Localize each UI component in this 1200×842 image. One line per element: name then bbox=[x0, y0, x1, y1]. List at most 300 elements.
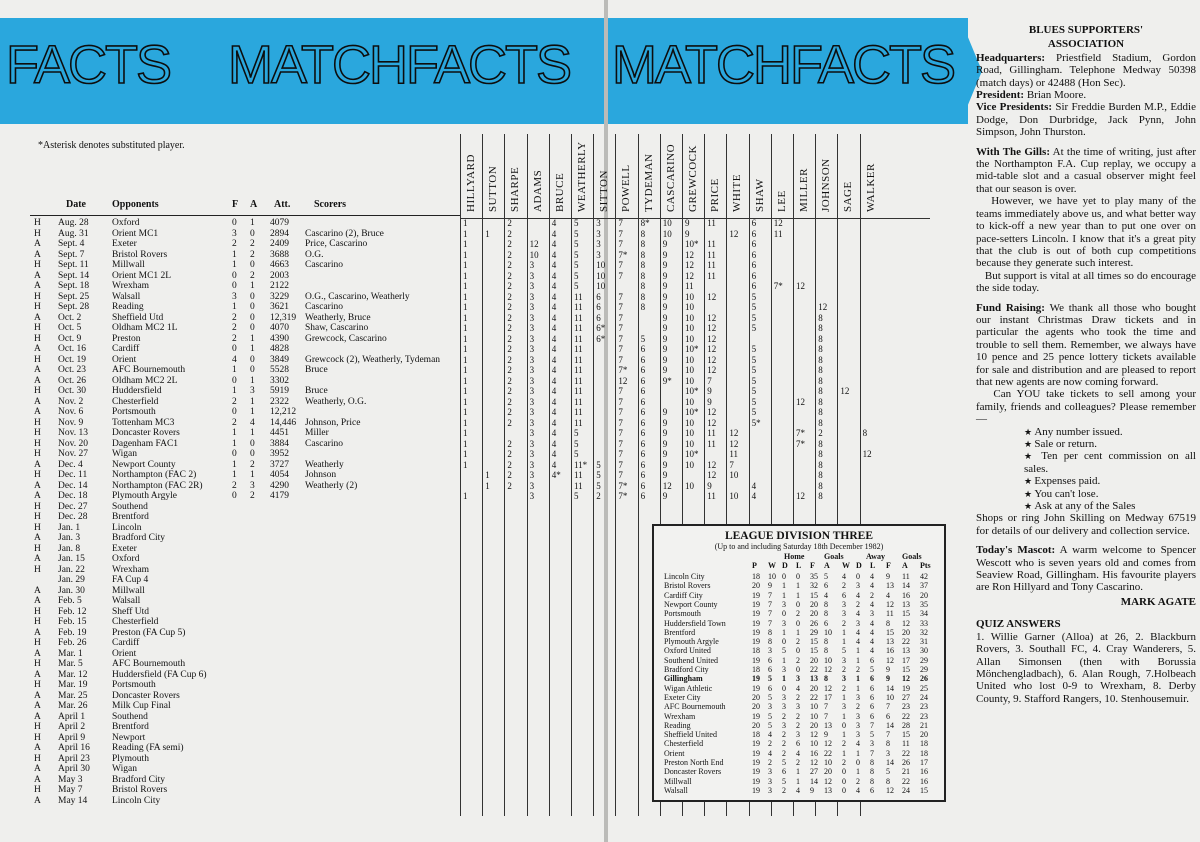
league-stat: 0 bbox=[796, 572, 800, 581]
appearance-cell: 3 bbox=[529, 396, 535, 407]
fixture-f: 1 bbox=[232, 302, 237, 312]
fixture-opp: Brentford bbox=[112, 722, 149, 732]
fixture-att: 5919 bbox=[270, 386, 289, 396]
league-stat: 37 bbox=[920, 581, 928, 591]
league-stat: 10 bbox=[810, 702, 818, 712]
fixture-att: 4079 bbox=[270, 218, 289, 228]
appearance-cell: 12 bbox=[840, 386, 850, 396]
appearance-cell: 3 bbox=[529, 428, 535, 438]
fixture-f: 4 bbox=[232, 354, 237, 365]
league-stat: 8 bbox=[870, 767, 874, 777]
appearance-cell: 7 bbox=[618, 428, 623, 438]
appearance-cell: 10 bbox=[529, 249, 539, 260]
appearance-cell: 7 bbox=[618, 228, 623, 239]
league-stat: 5 bbox=[886, 767, 890, 777]
appearance-cell: 7* bbox=[773, 281, 783, 291]
fixture-row bbox=[30, 638, 460, 648]
appearance-cell: 7* bbox=[618, 491, 628, 501]
league-stat: 3 bbox=[782, 720, 786, 730]
league-stat: 22 bbox=[902, 637, 910, 647]
fixture-att: 2122 bbox=[270, 281, 289, 291]
fixture-opp: FA Cup 4 bbox=[112, 575, 149, 585]
league-stat: 3 bbox=[842, 599, 846, 609]
fixture-ha: H bbox=[34, 470, 41, 480]
fixture-row bbox=[30, 302, 460, 312]
appearance-cell: 3 bbox=[529, 365, 535, 375]
league-stat: 10 bbox=[824, 627, 832, 637]
appearance-cell: 11 bbox=[707, 218, 716, 228]
fixture-a: 3 bbox=[250, 480, 255, 491]
league-stat: 2 bbox=[796, 692, 800, 702]
fixture-date: Mar. 12 bbox=[58, 669, 88, 680]
appearance-cell: 10 bbox=[685, 312, 694, 323]
appearance-cell: 3 bbox=[529, 449, 535, 459]
league-stat: 1 bbox=[796, 776, 800, 786]
tickets-list bbox=[976, 426, 1196, 513]
tickets-list-item: ★ Sale or return. bbox=[1024, 438, 1196, 450]
league-col-f: F bbox=[810, 561, 815, 570]
league-stat: 20 bbox=[810, 599, 818, 609]
league-stat: 19 bbox=[752, 739, 760, 749]
appearance-cell: 3 bbox=[596, 228, 601, 239]
appearance-cell: 9 bbox=[685, 218, 690, 228]
fixture-f: 1 bbox=[232, 438, 237, 449]
appearance-cell: 2 bbox=[507, 249, 512, 260]
fr-label: Fund Raising: bbox=[976, 301, 1045, 314]
fixture-sc: Cascarino bbox=[305, 302, 343, 312]
league-stat: 2 bbox=[856, 599, 860, 609]
appearance-cell: 6* bbox=[596, 323, 606, 333]
league-stat: 2 bbox=[796, 720, 800, 730]
fixture-f: 2 bbox=[232, 480, 237, 491]
fixture-opp: Wrexham bbox=[112, 564, 150, 575]
league-stat: 29 bbox=[920, 665, 928, 674]
league-stat: 3 bbox=[796, 702, 800, 712]
appearance-cell: 10 bbox=[685, 302, 694, 312]
fixture-opp: Millwall bbox=[112, 260, 145, 270]
appearance-cell: 12 bbox=[862, 449, 872, 459]
player-name: POWELL bbox=[620, 164, 633, 212]
league-stat: 4 bbox=[768, 748, 772, 758]
league-stat: 3 bbox=[842, 702, 846, 712]
league-stat: 6 bbox=[886, 711, 890, 721]
appearance-cell: 12 bbox=[707, 344, 717, 354]
appearance-cell: 1 bbox=[463, 260, 468, 270]
fixture-row bbox=[30, 680, 460, 690]
appearance-cell: 4* bbox=[551, 470, 561, 480]
appearance-cell: 10 bbox=[685, 375, 694, 386]
fixture-sc: O.G. bbox=[305, 249, 324, 260]
appearance-cell: 3 bbox=[529, 417, 535, 428]
appearance-cell: 5 bbox=[574, 270, 579, 281]
fixture-att: 3621 bbox=[270, 302, 289, 312]
appearance-cell: 9 bbox=[662, 365, 668, 375]
league-stat: 8 bbox=[886, 776, 890, 786]
fixture-ha: H bbox=[34, 218, 41, 228]
appearance-cell: 12 bbox=[707, 417, 717, 428]
appearance-cell: 12 bbox=[685, 270, 694, 281]
fixture-att: 3849 bbox=[270, 354, 289, 365]
fixture-row bbox=[30, 439, 460, 449]
header-scorers: Scorers bbox=[314, 199, 347, 210]
league-stat: 12 bbox=[902, 674, 910, 684]
league-stat: 18 bbox=[752, 730, 760, 740]
appearance-cell: 4 bbox=[751, 480, 757, 491]
fixture-f: 2 bbox=[232, 323, 237, 333]
league-stat: 12 bbox=[824, 776, 832, 786]
league-team: Bradford City bbox=[664, 665, 709, 674]
appearance-cell: 2 bbox=[818, 428, 823, 438]
fixture-opp: Wrexham bbox=[112, 281, 150, 291]
mascot-paragraph bbox=[976, 544, 1196, 594]
fixture-f: 0 bbox=[232, 344, 237, 354]
fixture-att: 2409 bbox=[270, 239, 289, 249]
league-stat: 3 bbox=[856, 581, 860, 591]
league-stat: 8 bbox=[870, 776, 874, 786]
headquarters-paragraph bbox=[976, 52, 1196, 139]
league-table bbox=[652, 524, 946, 802]
fixture-opp: Newport County bbox=[112, 459, 176, 470]
appearance-cell: 6 bbox=[640, 480, 646, 491]
appearance-cell: 6 bbox=[596, 291, 601, 302]
appearance-cell: 12 bbox=[818, 302, 828, 312]
appearance-cell: 11 bbox=[707, 239, 716, 249]
fixture-a: 1 bbox=[250, 218, 255, 228]
fixture-f: 2 bbox=[232, 417, 237, 428]
fixture-date: Oct. 26 bbox=[58, 375, 86, 386]
league-stat: 1 bbox=[856, 646, 860, 656]
fixture-f: 0 bbox=[232, 270, 237, 281]
appearance-cell: 12 bbox=[685, 249, 694, 260]
appearance-cell: 11 bbox=[574, 375, 583, 386]
appearance-cell: 5 bbox=[574, 249, 579, 260]
appearance-cell: 1 bbox=[463, 375, 468, 386]
fixture-sc: Cascarino bbox=[305, 438, 343, 449]
league-stat: 2 bbox=[782, 730, 786, 740]
league-stat: 32 bbox=[920, 627, 928, 637]
league-stat: 13 bbox=[886, 581, 894, 591]
appearance-cell: 9 bbox=[662, 344, 668, 354]
fixture-att: 4054 bbox=[270, 470, 289, 480]
appearance-cell: 7 bbox=[618, 344, 623, 354]
fixture-f: 0 bbox=[232, 375, 237, 386]
appearance-cell: 8 bbox=[818, 375, 823, 386]
appearance-cell: 3 bbox=[529, 375, 535, 386]
fixture-opp: Chesterfield bbox=[112, 617, 159, 627]
fixture-opp: Northampton (FAC 2) bbox=[112, 470, 197, 480]
appearance-cell: 3 bbox=[529, 333, 535, 344]
fixture-date: Nov. 27 bbox=[58, 449, 88, 459]
league-stat: 28 bbox=[902, 720, 910, 730]
league-group-away-goals: Goals bbox=[902, 552, 922, 561]
league-stat: 26 bbox=[810, 618, 818, 628]
appearance-cell: 10 bbox=[685, 323, 694, 333]
appearance-cell: 5 bbox=[640, 333, 646, 344]
fixture-row bbox=[30, 481, 460, 491]
appearance-cell: 3 bbox=[529, 459, 535, 470]
fixture-att: 2894 bbox=[270, 228, 289, 239]
fixture-opp: Orient bbox=[112, 354, 137, 365]
appearance-cell: 3 bbox=[529, 323, 535, 333]
fixture-f: 1 bbox=[232, 428, 237, 438]
appearance-cell: 4 bbox=[551, 302, 557, 312]
league-stat: 13 bbox=[902, 646, 910, 656]
appearance-cell: 7* bbox=[618, 249, 628, 260]
player-name: BRUCE bbox=[553, 172, 566, 212]
fixture-ha: A bbox=[34, 648, 41, 659]
league-stat: 2 bbox=[842, 683, 846, 693]
league-stat: 2 bbox=[856, 776, 860, 786]
fixture-date: Jan. 29 bbox=[58, 575, 85, 585]
fixture-row bbox=[30, 670, 460, 680]
fixture-opp: AFC Bournemouth bbox=[112, 365, 186, 375]
fixture-ha: H bbox=[34, 522, 41, 533]
fixture-row bbox=[30, 785, 460, 795]
fixture-opp: Tottenham MC3 bbox=[112, 417, 175, 428]
league-stat: 0 bbox=[796, 599, 800, 609]
league-stat: 16 bbox=[920, 776, 928, 786]
appearance-cell: 9 bbox=[685, 228, 690, 239]
appearance-cell: 7 bbox=[618, 386, 623, 396]
league-stat: 7 bbox=[824, 702, 828, 712]
appearance-cell: 2 bbox=[507, 407, 512, 417]
league-stat: 4 bbox=[856, 627, 860, 637]
appearance-cell: 7 bbox=[729, 459, 734, 470]
fixture-date: Dec. 18 bbox=[58, 491, 88, 501]
league-stat: 10 bbox=[768, 572, 776, 581]
appearance-cell: 8 bbox=[818, 333, 823, 344]
fixture-opp: Orient bbox=[112, 648, 137, 659]
fixture-ha: A bbox=[34, 375, 41, 386]
appearance-cell: 9 bbox=[707, 480, 712, 491]
league-team: Brentford bbox=[664, 627, 696, 637]
appearance-cell: 8 bbox=[640, 249, 646, 260]
fixture-ha: A bbox=[34, 344, 41, 354]
appearance-cell: 3 bbox=[529, 270, 535, 281]
league-stat: 15 bbox=[902, 609, 910, 619]
player-name: SAGE bbox=[842, 181, 855, 212]
appearance-cell: 10* bbox=[685, 239, 699, 249]
league-stat: 3 bbox=[842, 674, 846, 684]
fixture-row bbox=[30, 617, 460, 627]
appearance-cell: 10 bbox=[685, 438, 694, 449]
league-stat: 10 bbox=[886, 692, 894, 702]
appearance-cell: 4 bbox=[551, 365, 557, 375]
appearance-cell: 3 bbox=[529, 302, 535, 312]
fixture-row bbox=[30, 512, 460, 522]
hq-text: Priestfield Stadium, Gordon Road, Gillingham. Telephone Medway 50398 (match days) or 42488 (Hon Sec). bbox=[976, 51, 1196, 89]
appearance-cell: 11 bbox=[574, 386, 583, 396]
fixture-ha: A bbox=[34, 533, 41, 543]
fixture-opp: Reading bbox=[112, 302, 144, 312]
fixture-date: Sept. 11 bbox=[58, 260, 89, 270]
fixture-row bbox=[30, 365, 460, 375]
league-team: Newport County bbox=[664, 599, 718, 609]
fixture-opp: Wigan bbox=[112, 764, 137, 774]
league-stat: 8 bbox=[768, 637, 772, 647]
appearance-cell: 4 bbox=[551, 344, 557, 354]
fixture-a: 2 bbox=[250, 239, 255, 249]
fixture-f: 1 bbox=[232, 260, 237, 270]
fixture-sc: Bruce bbox=[305, 386, 328, 396]
fixture-row bbox=[30, 586, 460, 596]
appearance-cell: 2 bbox=[507, 291, 512, 302]
appearance-cell: 5 bbox=[574, 281, 579, 291]
league-stat: 15 bbox=[920, 785, 928, 795]
appearance-cell: 7 bbox=[618, 438, 623, 449]
appearance-cell: 3 bbox=[529, 386, 535, 396]
appearance-cell: 7 bbox=[707, 375, 712, 386]
fixture-row bbox=[30, 355, 460, 365]
appearance-cell: 2 bbox=[596, 491, 601, 501]
appearance-cell: 5 bbox=[596, 459, 601, 470]
league-stat: 19 bbox=[752, 609, 760, 619]
league-stat: 3 bbox=[856, 730, 860, 740]
fixture-ha: A bbox=[34, 711, 41, 722]
league-stat: 7 bbox=[768, 609, 772, 619]
appearance-cell: 6 bbox=[640, 396, 646, 407]
banner-matchfacts-1: MATCHFACTS bbox=[228, 35, 570, 95]
fixture-row bbox=[30, 533, 460, 543]
appearance-cell: 2 bbox=[507, 302, 512, 312]
fixture-a: 0 bbox=[250, 323, 255, 333]
fixture-opp: Reading (FA semi) bbox=[112, 743, 184, 753]
appearance-cell: 8 bbox=[818, 480, 823, 491]
appearance-cell: 6 bbox=[596, 312, 601, 323]
fixture-ha: H bbox=[34, 617, 41, 627]
appearance-cell: 2 bbox=[507, 449, 512, 459]
league-stat: 5 bbox=[782, 646, 786, 656]
appearance-cell: 2 bbox=[507, 333, 512, 344]
fixture-f: 0 bbox=[232, 407, 237, 417]
appearance-cell: 1 bbox=[463, 249, 468, 260]
appearance-cell: 6 bbox=[640, 365, 646, 375]
fixture-ha: A bbox=[34, 491, 41, 501]
appearance-cell: 1 bbox=[463, 218, 468, 228]
appearance-cell: 12 bbox=[796, 281, 805, 291]
fixture-opp: Newport bbox=[112, 732, 146, 743]
quiz-answers: 1. Willie Garner (Alloa) at 26, 2. Blackburn Rovers, 3. Southall FC, 4. Cray Wanderers, 5. Allan Simonsen (then with Borussia Mönchengladbach), 6. Alan Rough, 7.Holbeach United who lost 0-9 to Wrexham, 8. Derby County, 9. Stafford Rangers, 10. Stenhousemuir. bbox=[976, 630, 1196, 705]
fixture-ha: A bbox=[34, 701, 41, 711]
appearance-cell: 2 bbox=[507, 375, 512, 386]
fixture-ha: A bbox=[34, 669, 41, 680]
fixture-a: 1 bbox=[250, 396, 255, 407]
appearance-cell: 4 bbox=[551, 459, 557, 470]
appearance-cell: 4 bbox=[551, 333, 557, 344]
appearance-cell: 11 bbox=[574, 344, 583, 354]
banner-matchfacts-2: MATCHFACTS bbox=[612, 35, 954, 95]
appearance-cell: 2 bbox=[507, 386, 512, 396]
league-stat: 3 bbox=[782, 692, 786, 702]
league-stat: 5 bbox=[870, 665, 874, 674]
appearance-cell: 7 bbox=[618, 270, 623, 281]
appearance-cell: 1 bbox=[463, 281, 468, 291]
fixture-row bbox=[30, 491, 460, 501]
appearance-cell: 10 bbox=[662, 218, 672, 228]
fixture-a: 1 bbox=[250, 407, 255, 417]
appearance-cell: 3 bbox=[596, 249, 601, 260]
appearance-cell: 8 bbox=[818, 312, 823, 323]
appearance-cell: 3 bbox=[529, 470, 535, 480]
league-team: Doncaster Rovers bbox=[664, 767, 722, 777]
appearance-cell: 9 bbox=[662, 249, 668, 260]
league-stat: 4 bbox=[842, 572, 846, 581]
appearance-cell: 6 bbox=[640, 417, 646, 428]
fixture-date: Feb. 5 bbox=[58, 596, 82, 606]
league-stat: 13 bbox=[886, 637, 894, 647]
league-stat: 18 bbox=[752, 646, 760, 656]
appearance-cell: 6 bbox=[640, 386, 646, 396]
appearance-cell: 3 bbox=[596, 218, 601, 228]
fixture-row bbox=[30, 565, 460, 575]
fixture-date: Oct. 5 bbox=[58, 323, 82, 333]
league-stat: 18 bbox=[752, 665, 760, 674]
appearance-cell: 12 bbox=[729, 438, 739, 449]
fixture-row bbox=[30, 607, 460, 617]
fixture-a: 1 bbox=[250, 333, 255, 344]
appearance-cell: 4 bbox=[551, 417, 557, 428]
league-stat: 22 bbox=[810, 665, 818, 674]
fixture-a: 1 bbox=[250, 470, 255, 480]
fixture-ha: H bbox=[34, 417, 41, 428]
appearance-cell: 1 bbox=[463, 228, 468, 239]
league-team: Huddersfield Town bbox=[664, 618, 726, 628]
appearance-cell: 11 bbox=[707, 428, 716, 438]
player-name: WALKER bbox=[864, 163, 877, 212]
header-att: Att. bbox=[274, 199, 291, 210]
fixture-att: 3727 bbox=[270, 459, 289, 470]
player-name: TYDEMAN bbox=[642, 153, 655, 212]
fixture-opp: Portsmouth bbox=[112, 407, 156, 417]
appearance-cell: 6 bbox=[640, 438, 646, 449]
league-stat: 6 bbox=[824, 581, 828, 591]
appearance-cell: 12 bbox=[796, 491, 805, 501]
fixture-row bbox=[30, 796, 460, 806]
fixture-att: 4828 bbox=[270, 344, 289, 354]
league-stat: 25 bbox=[920, 683, 928, 693]
fixture-f: 0 bbox=[232, 449, 237, 459]
appearance-cell: 9 bbox=[662, 333, 668, 344]
fixture-f: 0 bbox=[232, 491, 237, 501]
appearance-cell: 12 bbox=[796, 396, 805, 407]
league-stat: 4 bbox=[796, 683, 800, 693]
fixture-ha: A bbox=[34, 396, 41, 407]
player-name: HILLYARD bbox=[465, 154, 477, 212]
appearance-cell: 5 bbox=[751, 312, 757, 323]
league-stat: 9 bbox=[886, 674, 890, 684]
fixture-date: Feb. 26 bbox=[58, 638, 87, 648]
league-team: Oxford United bbox=[664, 646, 711, 656]
league-group-home-goals: Goals bbox=[824, 552, 844, 561]
appearance-cell: 11 bbox=[574, 407, 583, 417]
league-team: Wigan Athletic bbox=[664, 683, 713, 693]
appearance-cell: 9 bbox=[662, 470, 668, 480]
fixture-sc: Grewcock (2), Weatherly, Tydeman bbox=[305, 354, 441, 365]
fixture-row bbox=[30, 376, 460, 386]
fixture-ha: A bbox=[34, 270, 41, 281]
league-stat: 1 bbox=[782, 655, 786, 665]
appearance-cell: 5 bbox=[751, 407, 757, 417]
league-stat: 1 bbox=[796, 581, 800, 591]
league-stat: 2 bbox=[842, 665, 846, 674]
league-col-l: L bbox=[870, 561, 876, 570]
league-stat: 29 bbox=[810, 627, 818, 637]
appearance-cell: 7* bbox=[618, 365, 628, 375]
league-stat: 20 bbox=[810, 609, 818, 619]
league-team: Exeter City bbox=[664, 692, 701, 702]
league-stat: 23 bbox=[920, 711, 928, 721]
fixture-f: 2 bbox=[232, 396, 237, 407]
